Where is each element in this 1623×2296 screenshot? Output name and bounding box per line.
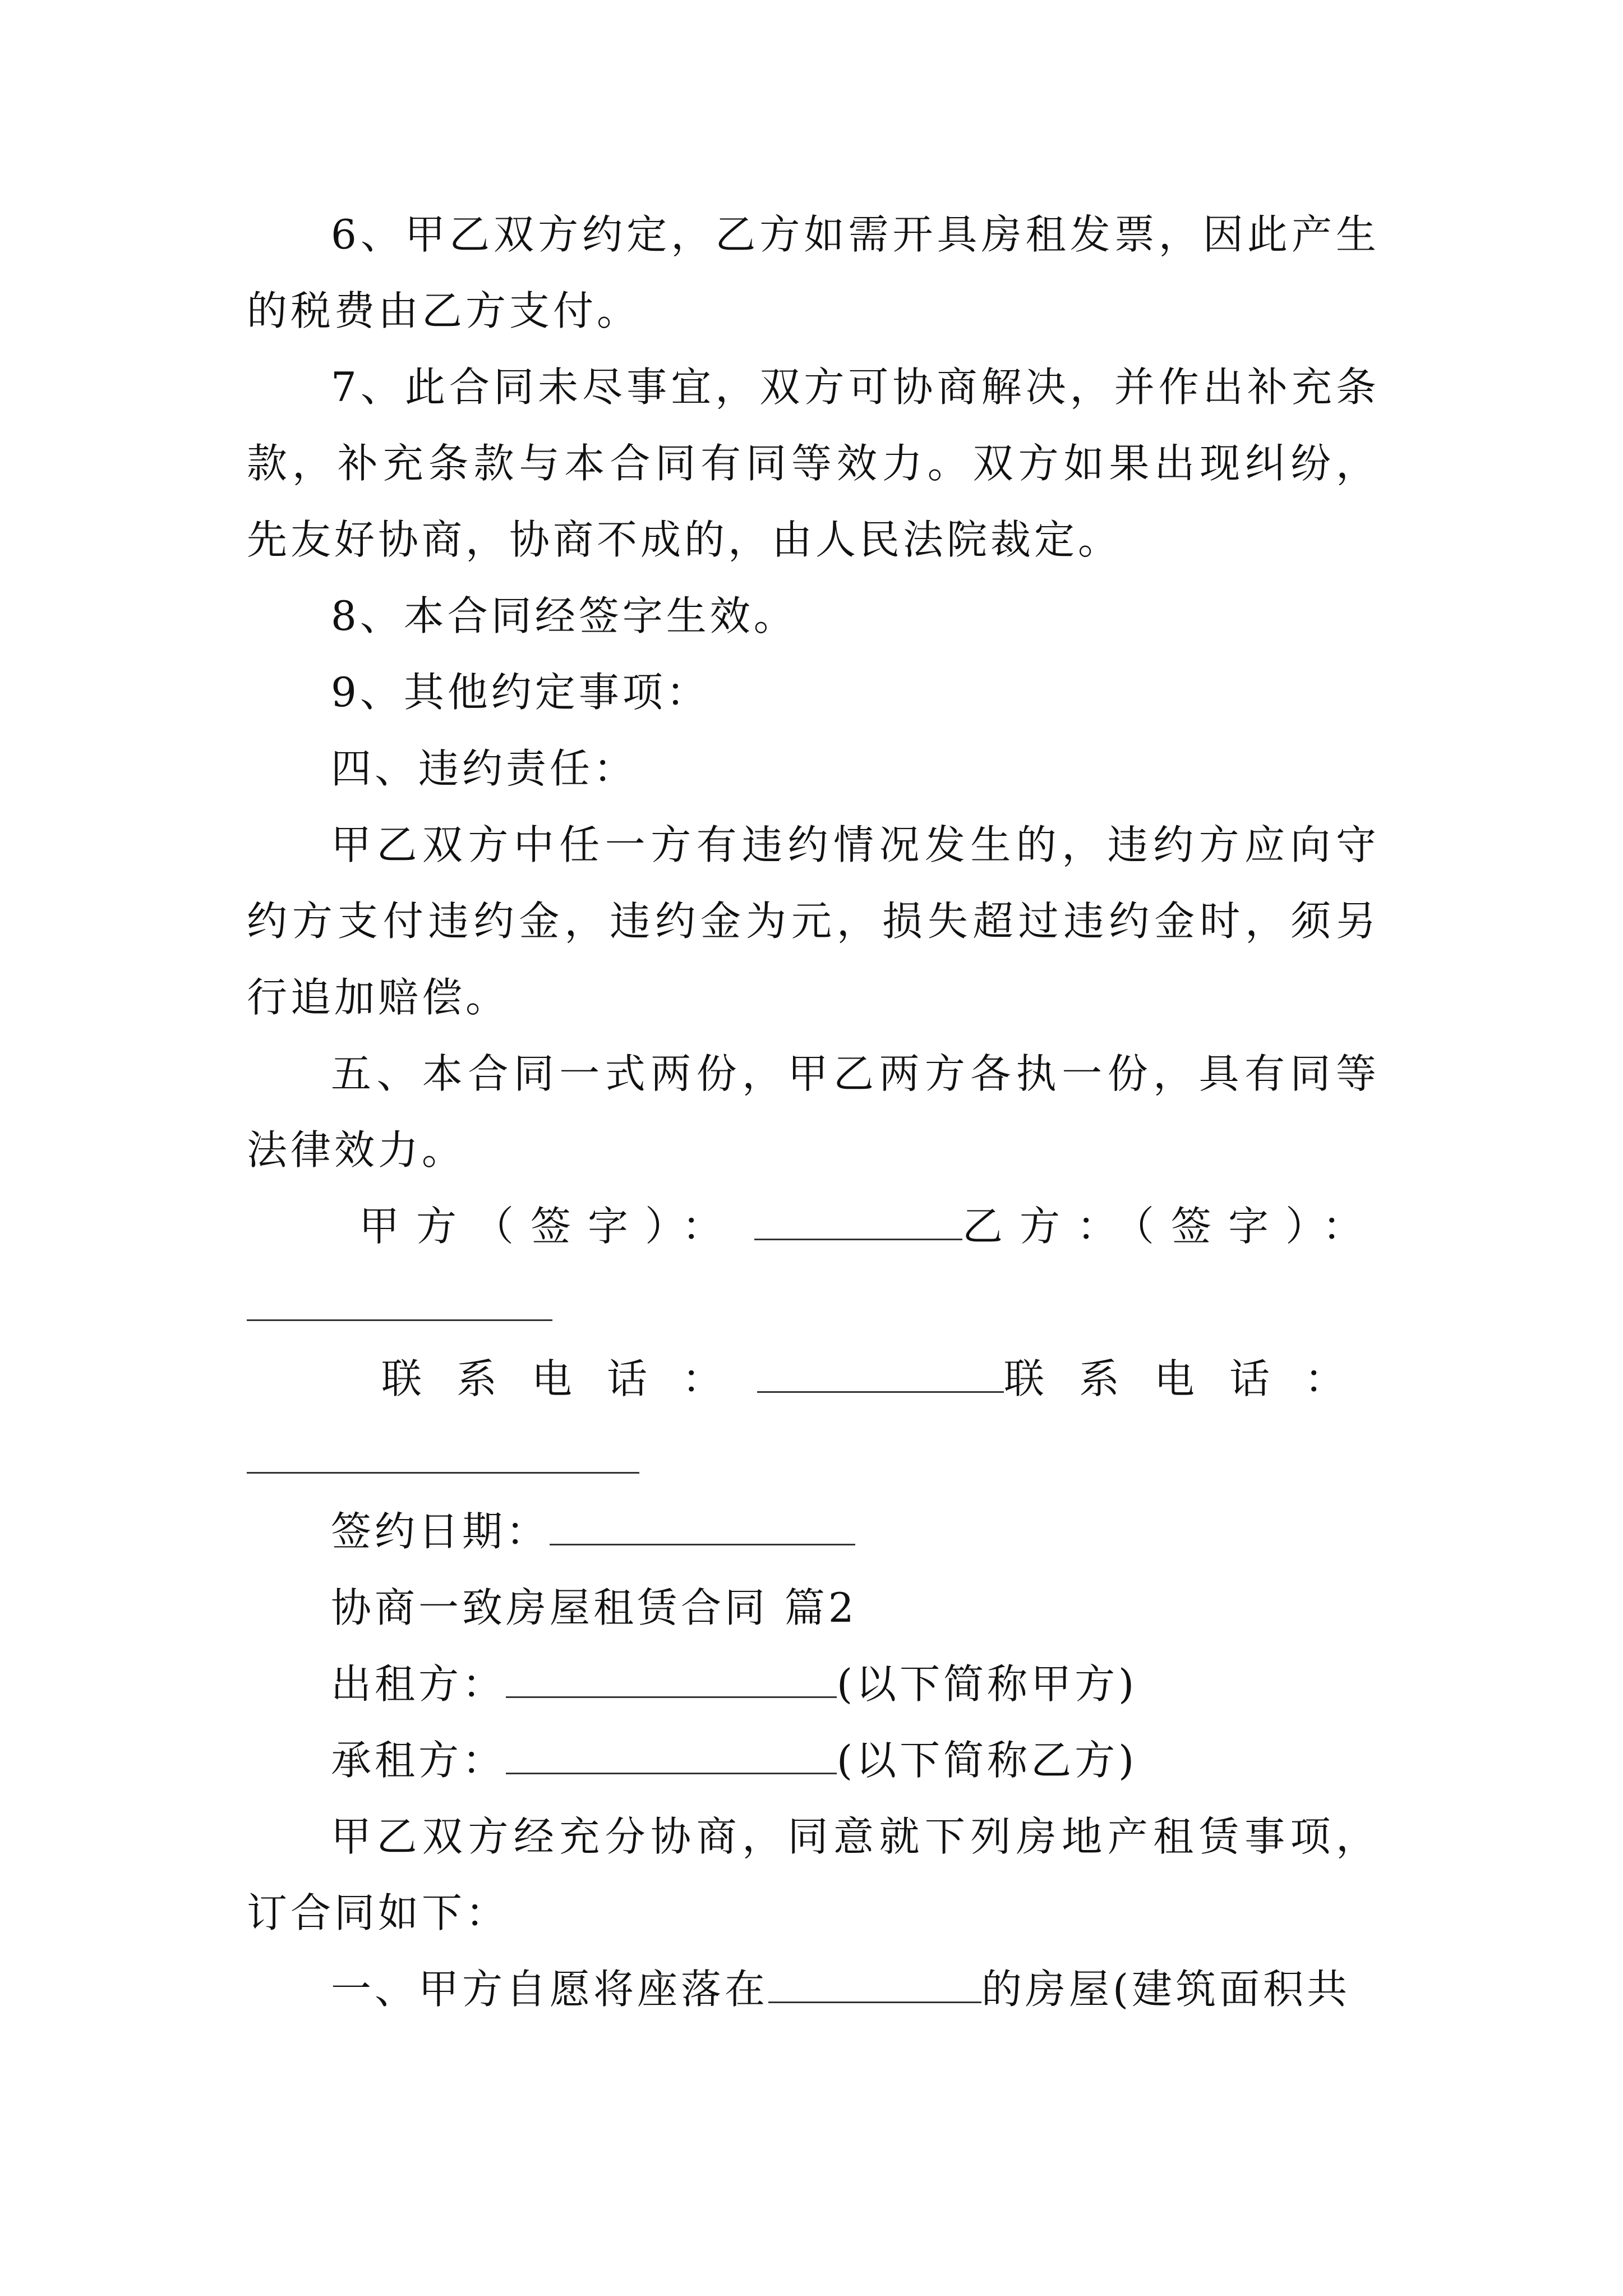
party-a-sign-label: 甲方（签字）： bbox=[359, 1203, 740, 1250]
clause-7: 7、此合同未尽事宜，双方可协商解决，并作出补充条款，补充条款与本合同有同等效力。双方如果出现纠纷，先友好协商，协商不成的，由人民法院裁定。 bbox=[247, 364, 1380, 563]
location-blank bbox=[768, 1969, 981, 2003]
party-b-phone-label: 联系电话： bbox=[1003, 1355, 1380, 1402]
clause-6: 6、甲乙双方约定，乙方如需开具房租发票，因此产生的税费由乙方支付。 bbox=[247, 211, 1380, 334]
section-4-heading: 四、违约责任： bbox=[331, 745, 638, 792]
party-a-phone-label: 联系电话： bbox=[381, 1355, 758, 1402]
lessor-line bbox=[247, 1646, 1380, 1722]
contract-2-intro: 甲乙双方经充分协商，同意就下列房地产租赁事项，订合同如下： bbox=[247, 1813, 1380, 1936]
lessee-label: 承租方： bbox=[331, 1737, 506, 1784]
sign-date-label: 签约日期： bbox=[331, 1508, 550, 1555]
lessor-suffix: (以下简称甲方) bbox=[837, 1660, 1138, 1708]
lessor-blank bbox=[506, 1664, 837, 1698]
party-a-phone-blank bbox=[757, 1359, 1004, 1393]
party-a-sign-blank bbox=[754, 1206, 962, 1240]
sign-date-blank bbox=[550, 1511, 855, 1545]
lessor-label: 出租方： bbox=[331, 1660, 506, 1708]
party-b-sign-line bbox=[247, 1264, 1380, 1341]
clause-8: 8、本合同经签字生效。 bbox=[331, 592, 797, 639]
party-b-phone-blank bbox=[247, 1439, 639, 1474]
section-5: 五、本合同一式两份，甲乙两方各执一份，具有同等法律效力。 bbox=[247, 1050, 1380, 1174]
contract-body bbox=[247, 196, 1380, 2027]
phone-row bbox=[247, 1341, 1380, 1417]
sign-date-line bbox=[247, 1493, 1380, 1570]
clause-9: 9、其他约定事项： bbox=[331, 669, 710, 716]
breach-clause: 甲乙双方中任一方有违约情况发生的，违约方应向守约方支付违约金，违约金为元，损失超过违约金时，须另行追加赔偿。 bbox=[247, 821, 1380, 1021]
contract-2-title: 协商一致房屋租赁合同 篇2 bbox=[331, 1584, 857, 1631]
party-b-sign-label: 乙方：（签字）： bbox=[962, 1203, 1380, 1250]
lessee-blank bbox=[506, 1740, 837, 1774]
signature-row bbox=[247, 1188, 1380, 1264]
lessee-suffix: (以下简称乙方) bbox=[837, 1737, 1138, 1784]
party-b-phone-line bbox=[247, 1417, 1380, 1493]
party-b-sign-blank bbox=[247, 1287, 552, 1321]
contract-2-item-1 bbox=[247, 1951, 1380, 2027]
lessee-line bbox=[247, 1722, 1380, 1798]
item-1-suffix: 的房屋(建筑面积共 bbox=[981, 1966, 1351, 2013]
item-1-prefix: 一、甲方自愿将座落在 bbox=[331, 1966, 769, 2013]
